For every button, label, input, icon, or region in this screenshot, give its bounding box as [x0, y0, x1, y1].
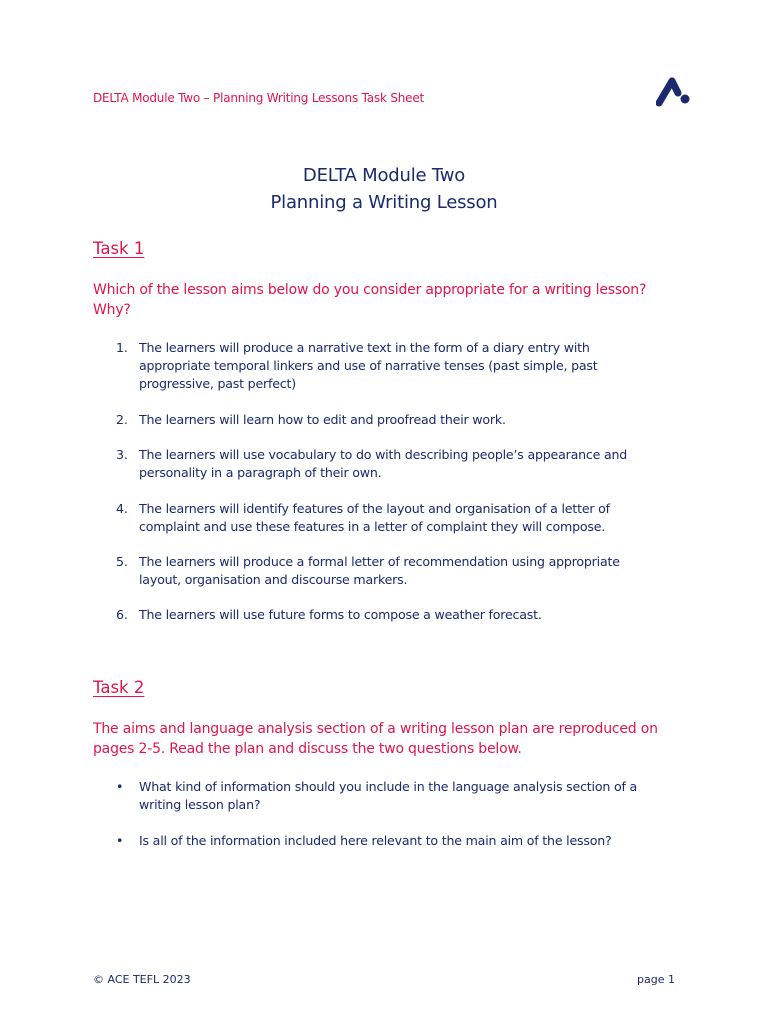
list-item-number: 1. — [116, 340, 128, 355]
list-item — [0, 339, 654, 393]
document-header: DELTA Module Two – Planning Writing Lessons Task Sheet — [93, 91, 425, 105]
task1-prompt: Which of the lesson aims below do you consider appropriate for a writing lesson? Why? — [93, 282, 647, 318]
list-item — [0, 553, 654, 589]
list-item-number: 6. — [116, 607, 128, 622]
list-item-text: The learners will produce a narrative text in the form of a diary entry with appropriate temporal linkers and use of narrative tenses (past simple, past progressive, past perfect) — [139, 340, 598, 391]
list-item — [0, 446, 654, 482]
list-item — [0, 411, 654, 429]
task2-prompt: The aims and language analysis section of a writing lesson plan are reproduced on pages 2-5. Read the plan and discuss the two questions below. — [93, 721, 658, 757]
list-item — [0, 500, 654, 536]
list-item-text: The learners will identify features of the layout and organisation of a letter of complaint and use these features in a letter of complaint they will compose. — [139, 501, 610, 534]
list-item-text: The learners will produce a formal letter of recommendation using appropriate layout, organisation and discourse markers. — [139, 554, 620, 587]
bullet-icon: • — [116, 833, 124, 848]
page-title-line2: Planning a Writing Lesson — [270, 192, 498, 213]
list-item — [0, 778, 654, 814]
ace-tefl-logo-icon — [656, 76, 692, 108]
list-item-number: 5. — [116, 554, 128, 569]
task1-aims-list — [0, 339, 768, 624]
list-item-number: 3. — [116, 447, 128, 462]
footer-copyright: © ACE TEFL 2023 — [93, 973, 191, 986]
list-item — [0, 832, 654, 850]
list-item-number: 4. — [116, 501, 128, 516]
list-item-text: The learners will use vocabulary to do with describing people’s appearance and personality in a paragraph of their own. — [139, 447, 628, 480]
list-item — [0, 606, 654, 624]
list-item-text: The learners will use future forms to compose a weather forecast. — [139, 607, 542, 622]
list-item-number: 2. — [116, 412, 128, 427]
list-item-text: What kind of information should you include in the language analysis section of a writing lesson plan? — [139, 779, 637, 812]
task1-heading: Task 1 — [93, 239, 145, 258]
task2-heading: Task 2 — [93, 678, 145, 697]
list-item-text: The learners will learn how to edit and proofread their work. — [139, 412, 506, 427]
task2-questions-list — [0, 778, 768, 850]
list-item-text: Is all of the information included here relevant to the main aim of the lesson? — [139, 833, 612, 848]
bullet-icon: • — [116, 779, 124, 794]
page-title-line1: DELTA Module Two — [302, 165, 466, 186]
footer-page-number: page 1 — [637, 973, 675, 986]
